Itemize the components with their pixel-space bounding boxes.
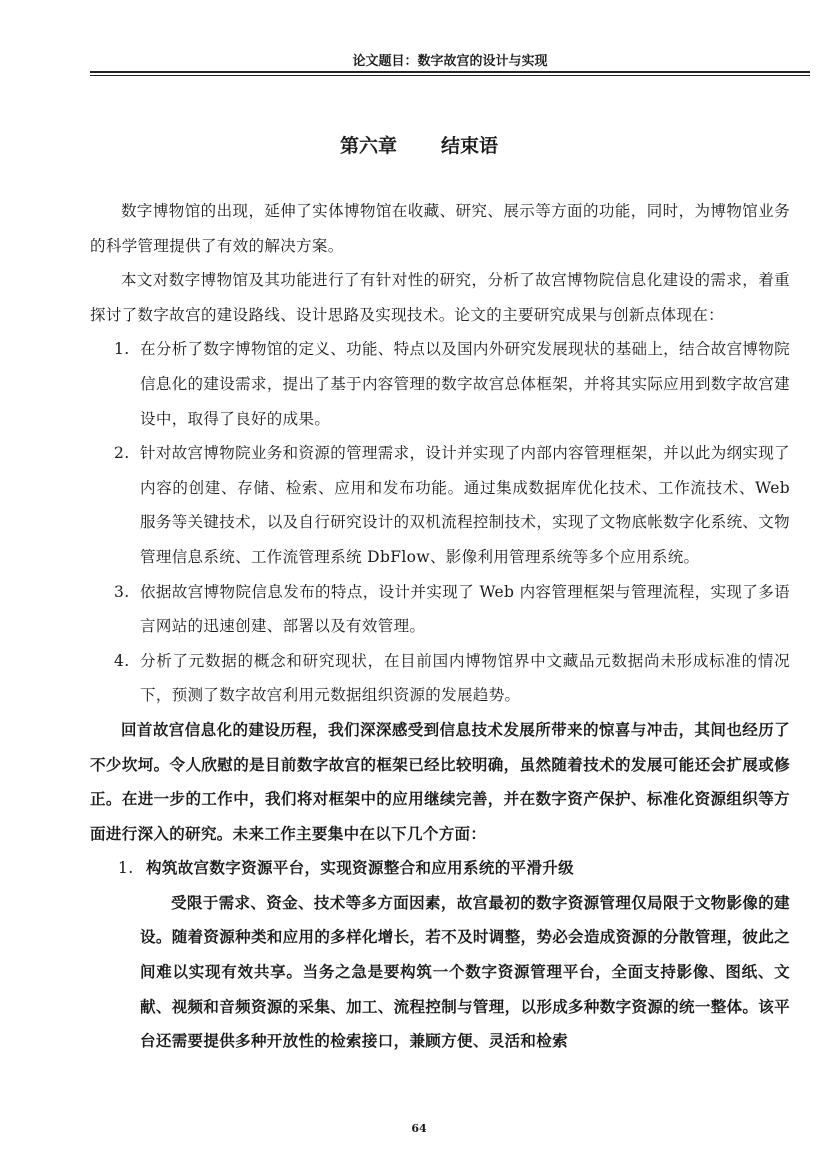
list-text: 针对故宫博物院业务和资源的管理需求，设计并实现了内部内容管理框架，并以此为纲实现了内容的创建、存储、检索、应用和发布功能。通过集成数据库优化技术、工作流技术、Web 服务等关键技术，以及自行研究设计的双机流程控制技术，实现了文物底帐数字化系统、文物管理信息系统、工作流管理系统 DbFlow、影像利用管理系统等多个应用系统。 — [140, 444, 790, 566]
list-number: 3. — [114, 582, 130, 601]
list-item — [90, 644, 790, 713]
future-item-title: 构筑故宫数字资源平台，实现资源整合和应用系统的平滑升级 — [146, 858, 574, 878]
future-item-body: 受限于需求、资金、技术等多方面因素，故宫最初的数字资源管理仅局限于文物影像的建设。随着资源种类和应用的多样化增长，若不及时调整，势必会造成资源的分散管理，彼此之间难以实现有效共享。当务之急是要构筑一个数字资源管理平台，全面支持影像、图纸、文献、视频和音频资源的采集、加工、流程控制与管理，以形成多种数字资源的统一整体。该平台还需要提供多种开放性的检索接口，兼顾方便、灵活和检索 — [140, 892, 790, 1051]
list-number: 2. — [114, 444, 130, 463]
chapter-heading — [0, 131, 838, 158]
header-rule-thin — [90, 75, 810, 76]
list-item — [90, 436, 790, 574]
future-work-heading — [90, 851, 790, 886]
future-item-number: 1. — [118, 859, 134, 878]
list-item — [90, 575, 790, 644]
list-text: 依据故宫博物院信息发布的特点，设计并实现了 Web 内容管理框架与管理流程，实现了多语言网站的迅速创建、部署以及有效管理。 — [140, 582, 790, 636]
paragraph-intro: 数字博物馆的出现，延伸了实体博物馆在收藏、研究、展示等方面的功能，同时，为博物馆业务的科学管理提供了有效的解决方案。 — [90, 202, 790, 255]
list-item — [90, 332, 790, 436]
running-header: 论文题目：数字故宫的设计与实现 — [352, 54, 548, 69]
paragraph-outlook: 回首故宫信息化的建设历程，我们深深感受到信息技术发展所带来的惊喜与冲击，其间也经历了不少坎坷。令人欣慰的是目前数字故宫的框架已经比较明确，虽然随着技术的发展可能还会扩展或修正。在进一步的工作中，我们将对框架中的应用继续完善，并在数字资产保护、标准化资源组织等方面进行深入的研究。未来工作主要集中在以下几个方面： — [90, 719, 790, 843]
chapter-title: 结束语 — [441, 135, 499, 157]
page-number: 64 — [411, 1122, 427, 1135]
chapter-number: 第六章 — [339, 135, 397, 157]
list-number: 4. — [114, 651, 130, 670]
paragraph-scope: 本文对数字博物馆及其功能进行了有针对性的研究，分析了故宫博物院信息化建设的需求，着重探讨了数字故宫的建设路线、设计思路及实现技术。论文的主要研究成果与创新点体现在： — [90, 271, 790, 324]
body-text — [90, 194, 790, 1059]
list-text: 在分析了数字博物馆的定义、功能、特点以及国内外研究发展现状的基础上，结合故宫博物院信息化的建设需求，提出了基于内容管理的数字故宫总体框架，并将其实际应用到数字故宫建设中，取得了良好的成果。 — [140, 340, 790, 428]
list-text: 分析了元数据的概念和研究现状，在目前国内博物馆界中文藏品元数据尚未形成标准的情况下，预测了数字故宫利用元数据组织资源的发展趋势。 — [140, 651, 790, 705]
header-rule — [90, 71, 810, 73]
list-number: 1. — [114, 340, 130, 359]
